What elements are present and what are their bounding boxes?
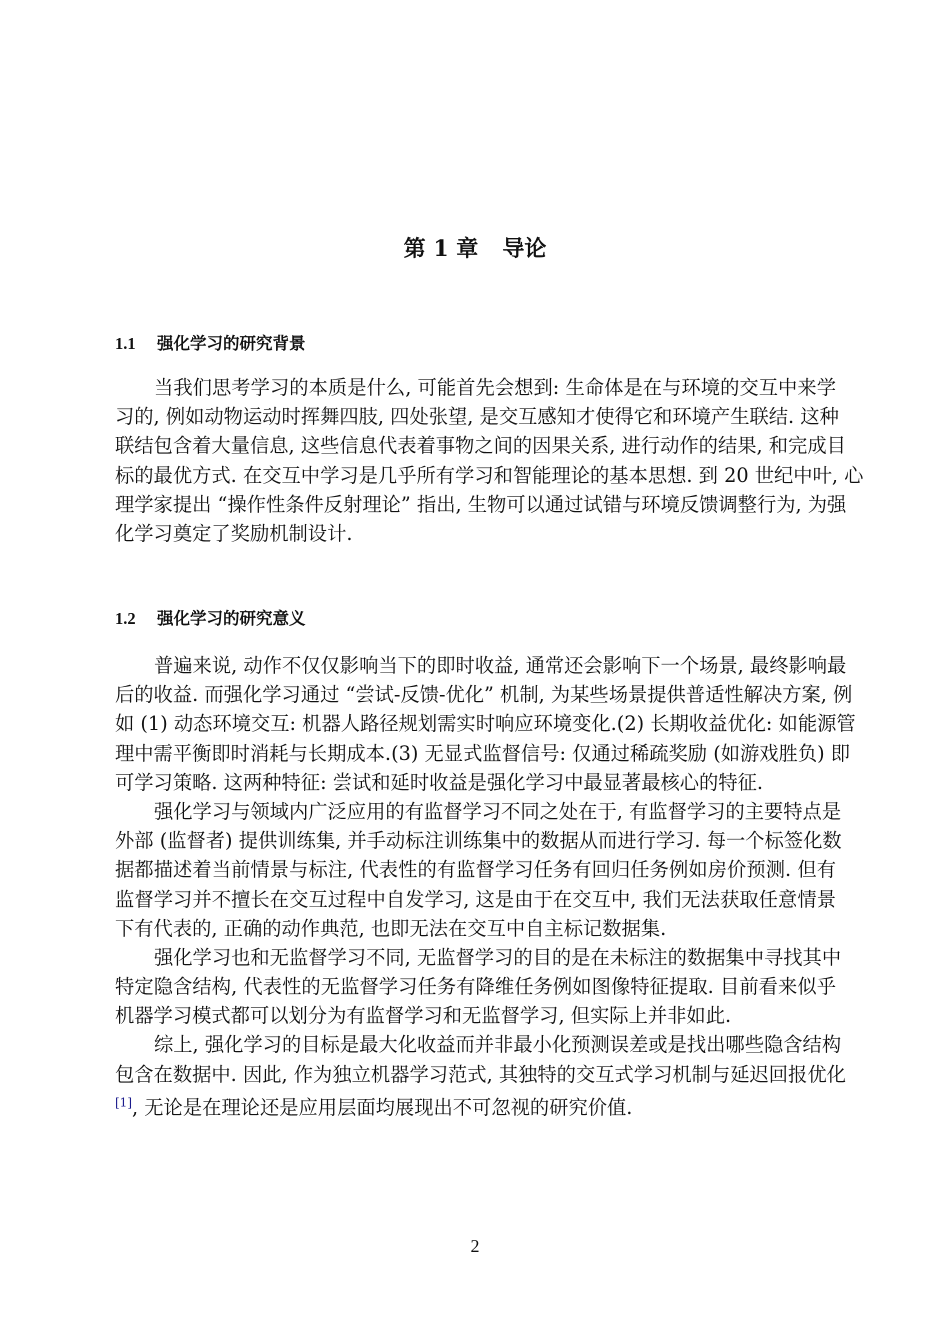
text-line: 强化学习与领域内广泛应用的有监督学习不同之处在于, 有监督学习的主要特点是 xyxy=(154,799,842,823)
section-heading-1-1 xyxy=(115,330,306,354)
page-number: 2 xyxy=(470,1236,480,1256)
section-1-2-body xyxy=(115,651,856,1122)
text-line: 如 (1) 动态环境交互: 机器人路径规划需实时响应环境变化.(2) 长期收益优化: 如能源管 xyxy=(115,712,856,736)
text-line: 下有代表的, 正确的动作典范, 也即无法在交互中自主标记数据集. xyxy=(115,916,667,940)
text-line: 机器学习模式都可以划分为有监督学习和无监督学习, 但实际上并非如此. xyxy=(115,1004,732,1028)
text-line: 理中需平衡即时消耗与长期成本.(3) 无显式监督信号: 仅通过稀疏奖励 (如游戏胜负) 即 xyxy=(115,741,851,765)
section-number: 1.2 xyxy=(115,609,136,628)
text-line: 标的最优方式. 在交互中学习是几乎所有学习和智能理论的基本思想. 到 20 世纪中叶, 心 xyxy=(115,463,864,487)
text-line: 包含在数据中. 因此, 作为独立机器学习范式, 其独特的交互式学习机制与延迟回报优化 xyxy=(115,1062,846,1086)
text-line xyxy=(115,1093,836,1122)
text-line: 普遍来说, 动作不仅仅影响当下的即时收益, 通常还会影响下一个场景, 最终影响最 xyxy=(154,654,847,677)
section-title: 强化学习的研究背景 xyxy=(157,334,306,353)
text-line: 后的收益. 而强化学习通过 “尝试-反馈-优化” 机制, 为某些场景提供普适性解决方案, 例 xyxy=(115,683,853,707)
text-line: 外部 (监督者) 提供训练集, 并手动标注训练集中的数据从而进行学习. 每一个标签化数 xyxy=(115,829,842,853)
text-line: 理学家提出 “操作性条件反射理论” 指出, 生物可以通过试错与环境反馈调整行为, 为强 xyxy=(115,492,847,516)
text-line: 据都描述着当前情景与标注, 代表性的有监督学习任务有回归任务例如房价预测. 但有 xyxy=(115,858,836,882)
text-segment: , 无论是在理论还是应用层面均展现出不可忽视的研究价值. xyxy=(132,1095,633,1119)
text-line: 当我们思考学习的本质是什么, 可能首先会想到: 生命体是在与环境的交互中来学 xyxy=(154,376,836,399)
section-1-1-body xyxy=(115,373,864,548)
section-title: 强化学习的研究意义 xyxy=(157,609,306,628)
text-line: 习的, 例如动物运动时挥舞四肢, 四处张望, 是交互感知才使得它和环境产生联结. 这种 xyxy=(115,405,839,429)
section-heading-1-2 xyxy=(115,605,306,629)
text-line: 特定隐含结构, 代表性的无监督学习任务有降维任务例如图像特征提取. 目前看来似乎 xyxy=(115,975,836,999)
chapter-title xyxy=(0,232,950,263)
text-line: 联结包含着大量信息, 这些信息代表着事物之间的因果关系, 进行动作的结果, 和完成目 xyxy=(115,434,846,458)
section-number: 1.1 xyxy=(115,334,136,353)
text-line: 综上, 强化学习的目标是最大化收益而并非最小化预测误差或是找出哪些隐含结构 xyxy=(154,1033,842,1057)
text-line: 化学习奠定了奖励机制设计. xyxy=(115,521,353,545)
chapter-number: 第 1 章 xyxy=(403,236,479,262)
chapter-name: 导论 xyxy=(502,236,547,262)
text-line: 强化学习也和无监督学习不同, 无监督学习的目的是在未标注的数据集中寻找其中 xyxy=(154,945,842,969)
text-line: 可学习策略. 这两种特征: 尝试和延时收益是强化学习中最显著最核心的特征. xyxy=(115,770,764,794)
citation-link[interactable]: [1] xyxy=(115,1095,132,1110)
text-line: 监督学习并不擅长在交互过程中自发学习, 这是由于在交互中, 我们无法获取任意情景 xyxy=(115,887,836,911)
